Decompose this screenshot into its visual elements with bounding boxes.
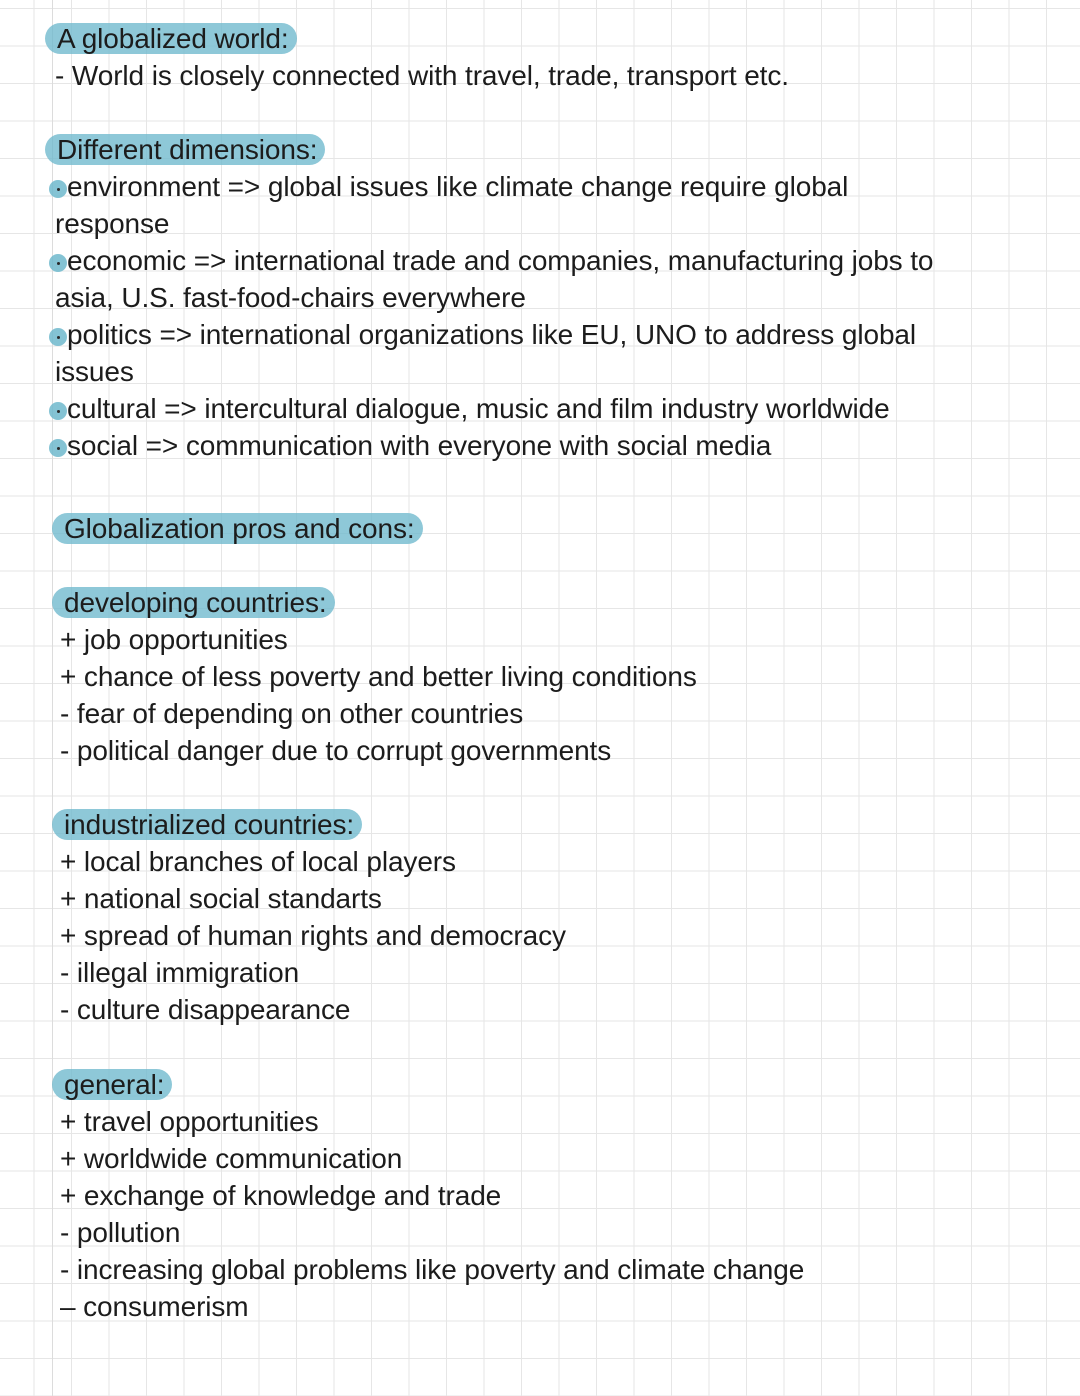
general-line: + exchange of knowledge and trade <box>60 1180 502 1211</box>
heading-highlight: industrialized countries: <box>52 809 362 840</box>
dimension-text: cultural => intercultural dialogue, music and film industry worldwide <box>67 393 890 424</box>
developing-line: + chance of less poverty and better living conditions <box>60 661 697 692</box>
heading-different-dimensions <box>55 133 325 167</box>
dimension-item-politics <box>55 318 916 352</box>
general-line: - pollution <box>60 1217 181 1248</box>
page-margin-line <box>52 0 53 1396</box>
dimension-item-social <box>55 429 771 463</box>
heading-highlight: general: <box>52 1069 172 1100</box>
heading-developing-countries <box>62 586 335 620</box>
industrialized-line: + spread of human rights and democracy <box>60 920 566 951</box>
heading-industrialized-countries <box>62 808 362 842</box>
heading-general <box>62 1068 172 1102</box>
bullet-dot-icon <box>49 439 67 457</box>
dimension-text: social => communication with everyone with social media <box>67 430 772 461</box>
developing-line: - fear of depending on other countries <box>60 698 524 729</box>
heading-highlight: Different dimensions: <box>45 134 325 165</box>
dimension-text: politics => international organizations like EU, UNO to address global <box>67 319 917 350</box>
bullet-dot-icon <box>49 402 67 420</box>
heading-highlight: Globalization pros and cons: <box>52 513 423 544</box>
general-line: - increasing global problems like poverty and climate change <box>60 1254 805 1285</box>
developing-line: - political danger due to corrupt governments <box>60 735 612 766</box>
developing-line: + job opportunities <box>60 624 288 655</box>
industrialized-line: - illegal immigration <box>60 957 300 988</box>
dimension-text: economic => international trade and companies, manufacturing jobs to <box>67 245 934 276</box>
industrialized-line: + national social standarts <box>60 883 382 914</box>
general-line: + travel opportunities <box>60 1106 319 1137</box>
general-line: + worldwide communication <box>60 1143 403 1174</box>
industrialized-line: - culture disappearance <box>60 994 351 1025</box>
heading-highlight: A globalized world: <box>45 23 297 54</box>
heading-globalized-world <box>55 22 297 56</box>
heading-pros-cons <box>62 512 423 546</box>
dimension-item-politics-cont: issues <box>55 356 134 387</box>
industrialized-line: + local branches of local players <box>60 846 456 877</box>
general-line: – consumerism <box>60 1291 249 1322</box>
dimension-item-cultural <box>55 392 890 426</box>
dimension-text: environment => global issues like climate change require global <box>67 171 849 202</box>
globalized-world-line: - World is closely connected with travel, trade, transport etc. <box>55 60 789 91</box>
dimension-item-economic-cont: asia, U.S. fast-food-chairs everywhere <box>55 282 526 313</box>
dimension-item-environment <box>55 170 848 204</box>
bullet-dot-icon <box>49 254 67 272</box>
bullet-dot-icon <box>49 328 67 346</box>
dimension-item-environment-cont: response <box>55 208 170 239</box>
bullet-dot-icon <box>49 180 67 198</box>
heading-highlight: developing countries: <box>52 587 335 618</box>
dimension-item-economic <box>55 244 933 278</box>
